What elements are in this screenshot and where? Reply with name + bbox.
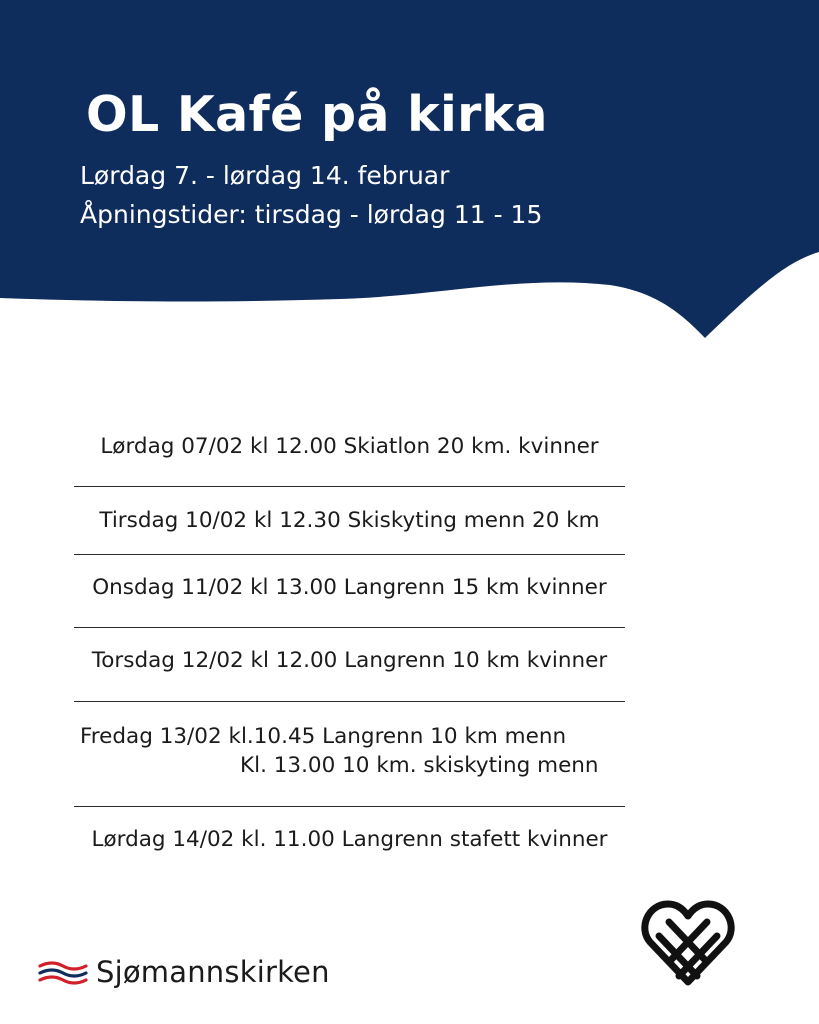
schedule-item-text: Torsdag 12/02 kl 12.00 Langrenn 10 km kvinner (91, 648, 608, 673)
event-schedule (74, 0, 625, 1024)
wave-lines-icon (38, 958, 88, 988)
schedule-item-text: Fredag 13/02 kl.10.45 Langrenn 10 km menn (80, 724, 567, 749)
schedule-item (74, 648, 625, 673)
schedule-item-text: Lørdag 14/02 kl. 11.00 Langrenn stafett kvinner (91, 827, 608, 852)
schedule-item (74, 575, 625, 600)
divider (74, 701, 625, 702)
divider (74, 627, 625, 628)
woven-heart-icon (640, 896, 736, 988)
schedule-item-text: Onsdag 11/02 kl 13.00 Langrenn 15 km kvinner (92, 575, 607, 600)
schedule-item-text: Tirsdag 10/02 kl 12.30 Skiskyting menn 20 km (99, 508, 600, 533)
schedule-item-text: Kl. 13.00 10 km. skiskyting menn (240, 753, 599, 778)
page-title: OL Kafé på kirka (86, 86, 548, 143)
divider (74, 806, 625, 807)
event-dates: Lørdag 7. - lørdag 14. februar (80, 161, 450, 190)
schedule-item (74, 508, 625, 533)
schedule-item (74, 434, 625, 459)
schedule-item (74, 724, 625, 778)
divider (74, 486, 625, 487)
schedule-item-text: Lørdag 07/02 kl 12.00 Skiatlon 20 km. kvinner (100, 434, 599, 459)
schedule-item (74, 827, 625, 852)
divider (74, 554, 625, 555)
brand-name: Sjømannskirken (96, 955, 330, 989)
opening-hours: Åpningstider: tirsdag - lørdag 11 - 15 (80, 200, 543, 229)
